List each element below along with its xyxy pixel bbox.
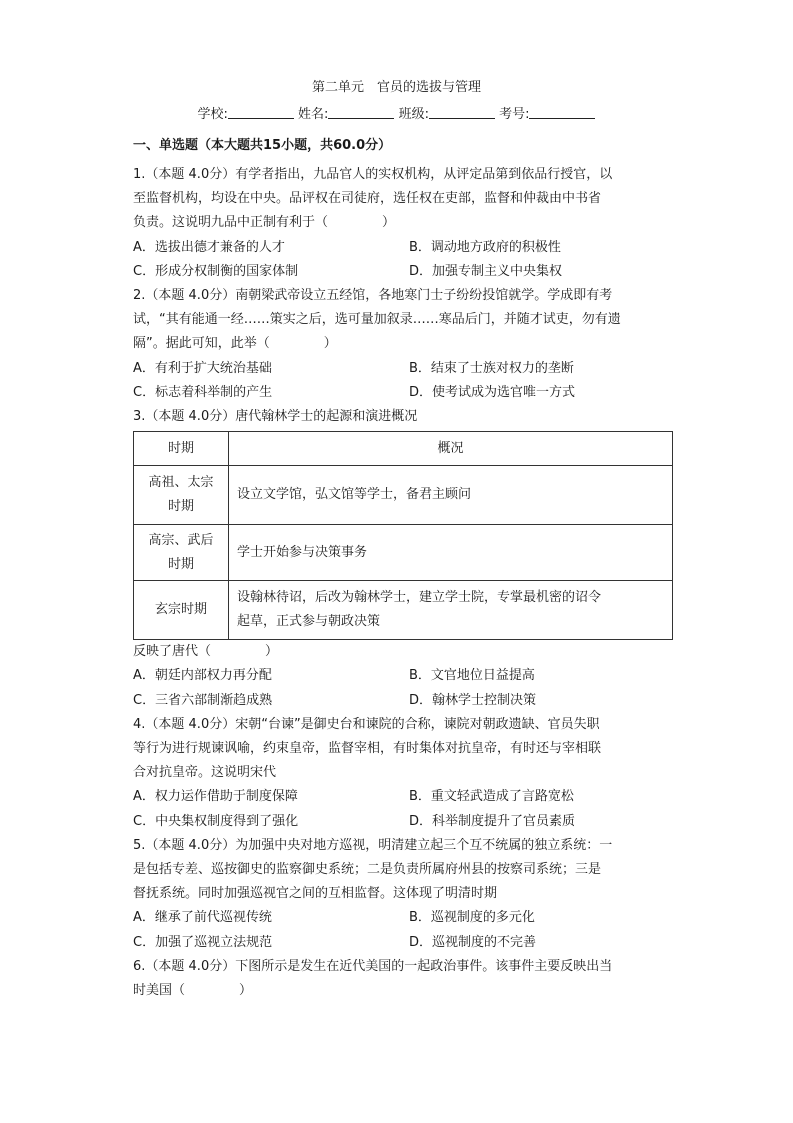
question-line: 是包括专差、巡按御史的监察御史系统；二是负责所属府州县的按察司系统；三是 [133, 862, 602, 878]
option-d: D．使考试成为选官唯一方式 [409, 384, 576, 400]
question-line: 试，“其有能通一经……策实之后，选可量加叙录……寒品后门，并随才试吏，勿有遗 [133, 312, 621, 328]
name-label: 姓名: [298, 107, 329, 122]
name-blank [328, 106, 394, 119]
school-label: 学校: [197, 107, 228, 122]
option-b: B．文官地位日益提高 [409, 668, 535, 684]
option-c: C．三省六部制渐趋成熟 [133, 692, 273, 708]
option-d: D．巡视制度的不完善 [409, 934, 537, 950]
option-b: B．重文轻武造成了言路宽松 [409, 789, 574, 805]
school-blank [228, 106, 294, 119]
description-cell: 设翰林待诏，后改为翰林学士，建立学士院，专掌最机密的诏令 起草，正式参与朝政决策 [229, 581, 673, 640]
question-line: 等行为进行规谏讽喻，约束皇帝，监督宰相，有时集体对抗皇帝，有时还与宰相联 [133, 741, 602, 757]
options [133, 906, 673, 954]
question-line: 合对抗皇帝。这说明宋代 [133, 765, 277, 781]
question-line: 督抚系统。同时加强巡视官之间的互相监督。这体现了明清时期 [133, 886, 498, 902]
option-a: A．有利于扩大统治基础 [133, 360, 272, 376]
table-row [134, 525, 673, 581]
option-c: C．加强了巡视立法规范 [133, 934, 273, 950]
question-line: 2.（本题 4.0分）南朝梁武帝设立五经馆，各地寒门士子纷纷投馆就学。学成即有考 [133, 288, 613, 304]
class-blank [429, 106, 495, 119]
option-b: B．结束了士族对权力的垄断 [409, 360, 574, 376]
description-cell: 学士开始参与决策事务 [229, 525, 673, 581]
options [133, 357, 673, 405]
class-label: 班级: [398, 107, 429, 122]
period-cell: 高祖、太宗 时期 [134, 466, 229, 525]
option-d: D．加强专制主义中央集权 [409, 263, 563, 279]
option-a: A．继承了前代巡视传统 [133, 910, 272, 926]
question-3 [133, 405, 673, 713]
table-header-cell: 概况 [229, 432, 673, 466]
table-header-cell: 时期 [134, 432, 229, 466]
option-a: A．权力运作借助于制度保障 [133, 789, 298, 805]
question-5 [133, 834, 673, 955]
option-c: C．标志着科举制的产生 [133, 384, 273, 400]
exam-number-blank [529, 106, 595, 119]
option-b: B．调动地方政府的积极性 [409, 239, 561, 255]
option-d: D．翰林学士控制决策 [409, 692, 537, 708]
question-line: 4.（本题 4.0分）宋朝“台谏”是御史台和谏院的合称，谏院对朝政遗缺、官员失职 [133, 716, 600, 732]
question-6 [133, 955, 673, 1003]
option-a: A．选拔出德才兼备的人才 [133, 239, 285, 255]
section-heading: 一、单选题（本大题共15小题，共60.0分） [133, 138, 392, 153]
question-4 [133, 713, 673, 834]
history-table [133, 431, 673, 640]
option-a: A．朝廷内部权力再分配 [133, 668, 272, 684]
exam-number-label: 考号: [499, 107, 530, 122]
option-c: C．中央集权制度得到了强化 [133, 813, 299, 829]
question-line: 至监督机构，均设在中央。品评权在司徒府，选任权在吏部，监督和仲裁由中书省 [133, 191, 602, 207]
question-line: 6.（本题 4.0分）下图所示是发生在近代美国的一起政治事件。该事件主要反映出当 [133, 958, 613, 974]
question-line: 反映了唐代（ ） [133, 644, 279, 660]
question-line: 5.（本题 4.0分）为加强中央对地方巡视，明清建立起三个互不统属的独立系统：一 [133, 837, 613, 853]
description-cell: 设立文学馆，弘文馆等学士，备君主顾问 [229, 466, 673, 525]
question-2 [133, 284, 673, 405]
page-title: 第二单元 官员的选拔与管理 [311, 80, 481, 95]
option-b: B．巡视制度的多元化 [409, 910, 535, 926]
options [133, 664, 673, 712]
questions-area [133, 163, 673, 1003]
table-row [134, 466, 673, 525]
options [133, 785, 673, 833]
student-info-line [0, 103, 793, 122]
question-line: 3.（本题 4.0分）唐代翰林学士的起源和演进概况 [133, 409, 418, 425]
period-cell: 玄宗时期 [134, 581, 229, 640]
option-c: C．形成分权制衡的国家体制 [133, 263, 299, 279]
question-line: 隔”。据此可知，此举（ ） [133, 336, 337, 352]
table-row [134, 581, 673, 640]
question-1 [133, 163, 673, 284]
question-line: 负责。这说明九品中正制有利于（ ） [133, 215, 396, 231]
period-cell: 高宗、武后 时期 [134, 525, 229, 581]
option-d: D．科举制度提升了官员素质 [409, 813, 576, 829]
question-line: 时美国（ ） [133, 983, 253, 999]
options [133, 236, 673, 284]
question-line: 1.（本题 4.0分）有学者指出，九品官人的实权机构，从评定品第到依品行授官，以 [133, 167, 613, 182]
table-header-row [134, 432, 673, 466]
